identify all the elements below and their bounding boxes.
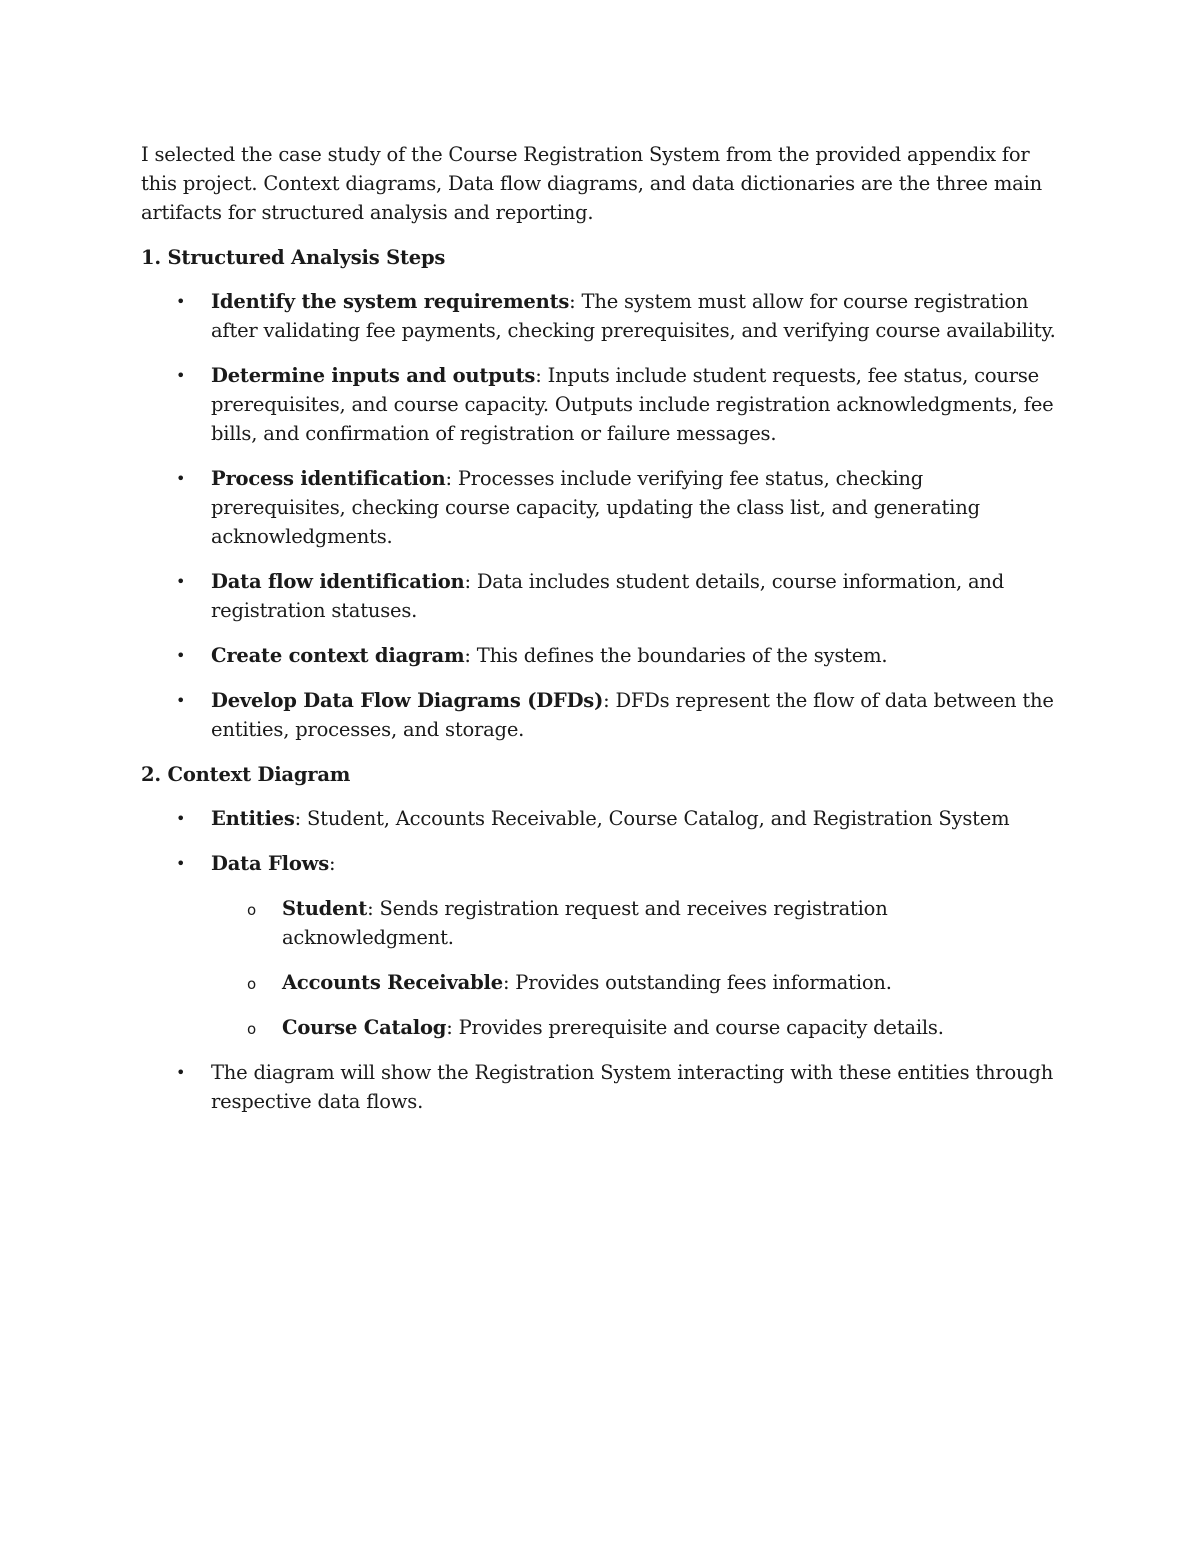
bullet-icon: • bbox=[176, 809, 186, 828]
item-text: : Inputs include student requests, fee status, course prerequisites, and course capacity. Outputs include registration acknowledgments, fee bills, and confirmation of registration or failure messages. bbox=[211, 364, 1054, 445]
data-flows-sublist bbox=[211, 894, 1056, 1042]
list-item bbox=[141, 686, 1056, 744]
item-text: : Student, Accounts Receivable, Course Catalog, and Registration System bbox=[294, 807, 1010, 830]
bullet-icon: • bbox=[176, 366, 186, 385]
item-term: Develop Data Flow Diagrams (DFDs) bbox=[211, 689, 604, 712]
item-text: : Sends registration request and receives registration acknowledgment. bbox=[282, 897, 888, 949]
list-item bbox=[141, 361, 1056, 448]
sublist-item bbox=[211, 1013, 1056, 1042]
item-text: : Provides outstanding fees information. bbox=[502, 971, 892, 994]
item-text: : Data includes student details, course information, and registration statuses. bbox=[211, 570, 1005, 622]
sublist-item bbox=[211, 894, 1056, 952]
item-term: Data flow identification bbox=[211, 570, 465, 593]
document-body bbox=[141, 140, 1056, 1132]
list-item bbox=[141, 287, 1056, 345]
item-text: The diagram will show the Registration System interacting with these entities through respective data flows. bbox=[211, 1061, 1054, 1113]
item-term: Create context diagram bbox=[211, 644, 465, 667]
list-item-entities bbox=[141, 804, 1056, 833]
intro-paragraph: I selected the case study of the Course Registration System from the provided appendix for this project. Context diagrams, Data flow diagrams, and data dictionaries are the three main artifacts for structured analysis and reporting. bbox=[141, 143, 1042, 224]
item-term: Student bbox=[282, 897, 368, 920]
item-text: : DFDs represent the flow of data between the entities, processes, and storage. bbox=[211, 689, 1054, 741]
section-heading-structured-analysis: 1. Structured Analysis Steps bbox=[141, 246, 446, 269]
list-item bbox=[141, 567, 1056, 625]
item-text: : Provides prerequisite and course capacity details. bbox=[446, 1016, 944, 1039]
item-term: Accounts Receivable bbox=[282, 971, 503, 994]
list-item-data-flows bbox=[141, 849, 1056, 1042]
circle-bullet-icon: o bbox=[247, 1020, 256, 1038]
item-text: : This defines the boundaries of the system. bbox=[464, 644, 888, 667]
item-text: : The system must allow for course registration after validating fee payments, checking prerequisites, and verifying course availability. bbox=[211, 290, 1056, 342]
bullet-icon: • bbox=[176, 1063, 186, 1082]
item-term: Process identification bbox=[211, 467, 446, 490]
bullet-icon: • bbox=[176, 469, 186, 488]
structured-analysis-list bbox=[141, 287, 1056, 744]
list-item bbox=[141, 464, 1056, 551]
section-heading-context-diagram: 2. Context Diagram bbox=[141, 763, 351, 786]
list-item bbox=[141, 641, 1056, 670]
bullet-icon: • bbox=[176, 691, 186, 710]
item-term: Determine inputs and outputs bbox=[211, 364, 536, 387]
bullet-icon: • bbox=[176, 646, 186, 665]
sublist-item bbox=[211, 968, 1056, 997]
bullet-icon: • bbox=[176, 572, 186, 591]
bullet-icon: • bbox=[176, 292, 186, 311]
circle-bullet-icon: o bbox=[247, 975, 256, 993]
item-text: : bbox=[329, 852, 336, 875]
item-term: Data Flows bbox=[211, 852, 329, 875]
list-item-closing bbox=[141, 1058, 1056, 1116]
context-diagram-list bbox=[141, 804, 1056, 1116]
item-term: Course Catalog bbox=[282, 1016, 447, 1039]
bullet-icon: • bbox=[176, 854, 186, 873]
item-text: : Processes include verifying fee status, checking prerequisites, checking course capacity, updating the class list, and generating acknowledgments. bbox=[211, 467, 980, 548]
item-term: Identify the system requirements bbox=[211, 290, 570, 313]
circle-bullet-icon: o bbox=[247, 901, 256, 919]
item-term: Entities bbox=[211, 807, 295, 830]
